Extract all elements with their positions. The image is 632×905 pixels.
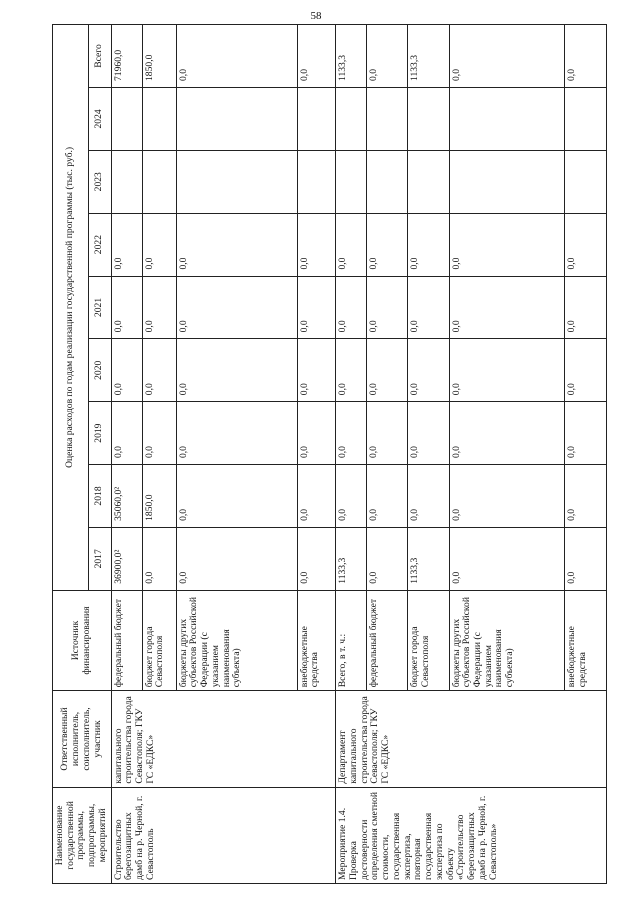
cell-value: 0,0 (111, 276, 142, 339)
cell-value (408, 150, 449, 213)
cell-value (449, 150, 565, 213)
cell-value: 0,0 (565, 339, 606, 402)
cell-value: 0,0 (176, 402, 297, 465)
cell-value: 0,0 (565, 213, 606, 276)
cell-value: 0,0 (111, 339, 142, 402)
cell-value: 0,0 (565, 465, 606, 528)
cell-value: 0,0 (449, 465, 565, 528)
cell-value: 0,0 (367, 527, 408, 590)
cell-value: 0,0 (297, 339, 336, 402)
cell-value: 0,0 (176, 339, 297, 402)
cell-value (111, 150, 142, 213)
row-source: федеральный бюджет (111, 590, 142, 691)
cell-value: 0,0 (142, 213, 176, 276)
row-source: внебюджетные средства (297, 590, 336, 691)
cell-value: 0,0 (449, 276, 565, 339)
cell-value: 0,0 (142, 527, 176, 590)
cell-value: 0,0 (336, 339, 367, 402)
cell-total: 0,0 (176, 25, 297, 88)
header-name: Наименование государственной программы, подпрограммы, мероприятий (53, 787, 112, 883)
row-source: внебюджетные средства (565, 590, 606, 691)
cell-value: 0,0 (297, 465, 336, 528)
cell-value (367, 150, 408, 213)
cell-value (297, 150, 336, 213)
row-source: Всего, в т. ч.: (336, 590, 367, 691)
cell-value: 0,0 (565, 527, 606, 590)
header-year: 2017 (88, 527, 111, 590)
cell-value: 0,0 (449, 527, 565, 590)
header-year: 2022 (88, 213, 111, 276)
cell-total: 0,0 (565, 25, 606, 88)
cell-value: 0,0 (565, 402, 606, 465)
cell-value: 0,0 (367, 213, 408, 276)
cell-value: 0,0 (408, 276, 449, 339)
cell-value: 0,0 (408, 402, 449, 465)
cell-value: 0,0 (336, 213, 367, 276)
cell-value: 1133,3 (336, 527, 367, 590)
cell-total: 0,0 (297, 25, 336, 88)
cell-value: 36900,0² (111, 527, 142, 590)
header-year: 2024 (88, 87, 111, 150)
cell-value (142, 87, 176, 150)
cell-value (565, 150, 606, 213)
cell-value: 0,0 (336, 276, 367, 339)
row-source: бюджет города Севастополя (408, 590, 449, 691)
row-name: Строительство берегозащитных дамб на р. Черной, г. Севастополь (111, 787, 336, 883)
cell-value (142, 150, 176, 213)
cell-total: 1133,3 (336, 25, 367, 88)
page-number: 58 (310, 10, 322, 22)
cell-value: 0,0 (297, 213, 336, 276)
cell-value (111, 87, 142, 150)
header-year: 2019 (88, 402, 111, 465)
row-source: бюджеты других субъектов Российской Федерации (с указанием наименования субъекта) (449, 590, 565, 691)
cell-value: 0,0 (297, 276, 336, 339)
row-name: Мероприятие 1.4. Проверка достоверности определения сметной стоимости, государственная экспертиза, повторная государственная экспертиза по объекту «Строительство берегозащитных дамб на р. Черной, г. Севастополь» (336, 787, 606, 883)
cell-value: 0,0 (297, 402, 336, 465)
row-source: бюджет города Севастополя (142, 590, 176, 691)
cell-value: 0,0 (367, 339, 408, 402)
cell-total: 1133,3 (408, 25, 449, 88)
row-executor: Департамент капитального строительства города Севастополя; ГКУ ГС «ЕДКС» (336, 691, 606, 787)
cell-total: 0,0 (367, 25, 408, 88)
header-year: 2021 (88, 276, 111, 339)
header-estimate: Оценка расходов по годам реализации государственной программы (тыс. руб.) (53, 25, 89, 591)
cell-total: 0,0 (449, 25, 565, 88)
cell-value: 0,0 (176, 527, 297, 590)
cell-value: 0,0 (142, 276, 176, 339)
cell-value: 0,0 (336, 465, 367, 528)
cell-value: 0,0 (449, 339, 565, 402)
cell-value: 0,0 (367, 276, 408, 339)
row-source: бюджеты других субъектов Российской Федерации (с указанием наименования субъекта) (176, 590, 297, 691)
cell-value: 0,0 (142, 339, 176, 402)
budget-table (52, 24, 607, 884)
cell-value: 0,0 (176, 213, 297, 276)
cell-value: 0,0 (408, 339, 449, 402)
cell-total: 1850,0 (142, 25, 176, 88)
cell-value (367, 87, 408, 150)
cell-value: 1850,0 (142, 465, 176, 528)
cell-value: 0,0 (176, 465, 297, 528)
rotated-page (52, 24, 604, 884)
cell-value: 0,0 (142, 402, 176, 465)
cell-value: 0,0 (449, 213, 565, 276)
cell-value (297, 87, 336, 150)
cell-value (565, 87, 606, 150)
cell-value: 0,0 (367, 402, 408, 465)
cell-value: 0,0 (336, 402, 367, 465)
cell-value: 1133,3 (408, 527, 449, 590)
cell-value: 0,0 (408, 465, 449, 528)
cell-value: 0,0 (408, 213, 449, 276)
cell-total: 71960,0 (111, 25, 142, 88)
header-total: Всего (88, 25, 111, 88)
cell-value: 35060,0² (111, 465, 142, 528)
header-source: Источник финансирования (53, 590, 112, 691)
cell-value (336, 150, 367, 213)
header-year: 2020 (88, 339, 111, 402)
header-year: 2023 (88, 150, 111, 213)
cell-value: 0,0 (111, 402, 142, 465)
cell-value: 0,0 (111, 213, 142, 276)
cell-value (176, 150, 297, 213)
cell-value: 0,0 (176, 276, 297, 339)
cell-value (176, 87, 297, 150)
cell-value (449, 87, 565, 150)
cell-value: 0,0 (367, 465, 408, 528)
cell-value: 0,0 (449, 402, 565, 465)
cell-value: 0,0 (297, 527, 336, 590)
row-source: федеральный бюджет (367, 590, 408, 691)
cell-value (336, 87, 367, 150)
cell-value: 0,0 (565, 276, 606, 339)
cell-value (408, 87, 449, 150)
header-executor: Ответственный исполнитель, соисполнитель, участник (53, 691, 112, 787)
row-executor: капитального строительства города Севастополя; ГКУ ГС «ЕДКС» (111, 691, 336, 787)
header-year: 2018 (88, 465, 111, 528)
